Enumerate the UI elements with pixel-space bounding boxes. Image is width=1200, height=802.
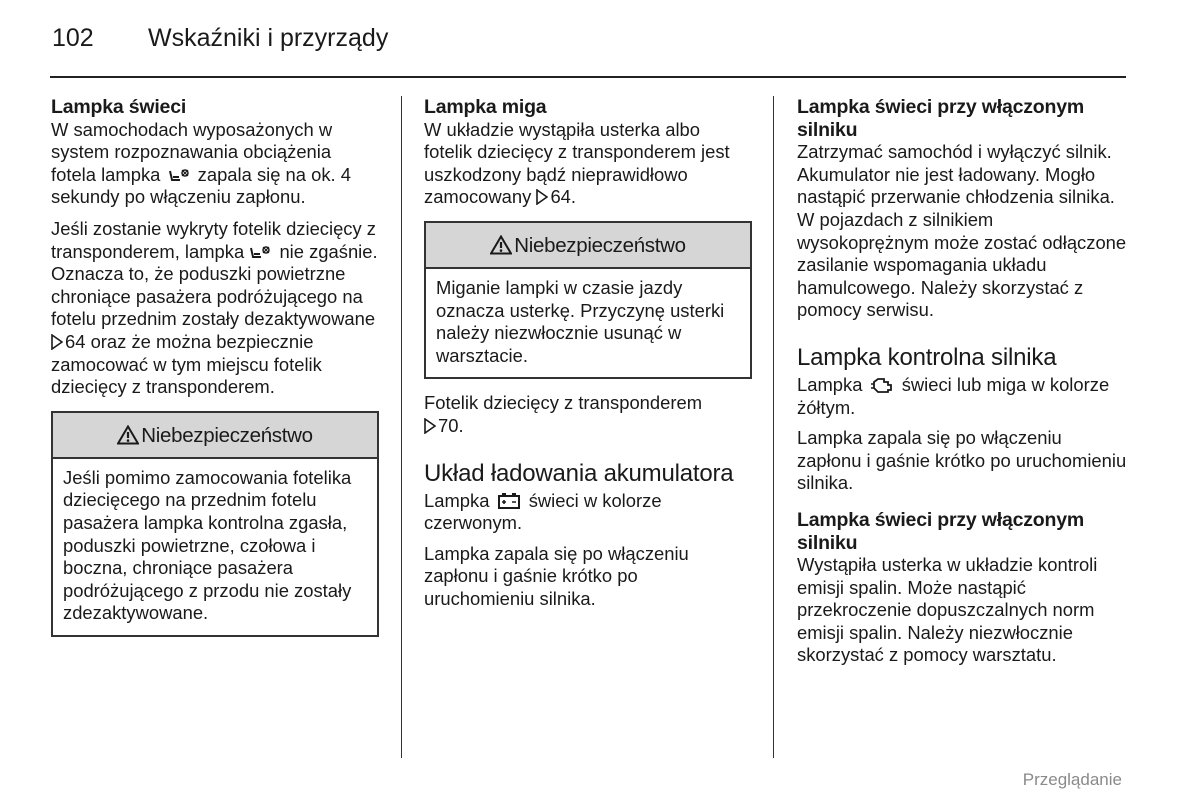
column-1 (51, 96, 379, 650)
paragraph: Zatrzymać samochód i wyłączyć silnik. Akumulator nie jest ładowany. Mogło nastąpić przerwanie chłodzenia silnika. W pojazdach z silnikiem wysokoprężnym może zostać odłączone zasilanie wspomagania układu hamulcowego. Należy skorzystać z pomocy serwisu. (797, 141, 1127, 321)
heading-lamp-blink: Lampka miga (424, 96, 547, 118)
warning-triangle-icon (117, 425, 139, 445)
column-3 (797, 96, 1127, 675)
paragraph: Jeśli zostanie wykryty fotelik dziecięcy z transponderem, lampka nie zgaśnie. Oznacza to, że poduszki powietrzne chroniące pasażera podróżującego na fotelu przednim zostały dezaktywowane 64 oraz że można bezpiecznie zamocować w tym miejscu fotelik dziecięcy z transponderem. (51, 217, 378, 398)
paragraph: Wystąpiła usterka w układzie kontroli emisji spalin. Może nastąpić przekroczenie dopuszczalnych norm emisji spalin. Należy niezwłocznie skorzystać z pomocy warsztatu. (797, 554, 1098, 666)
paragraph: Lampka świeci lub miga w kolorze żółtym. (797, 373, 1110, 418)
column-divider (401, 96, 402, 758)
heading-on-running: Lampka świeci przy włączonym silniku (797, 96, 1085, 141)
warning-text: Miganie lampki w czasie jazdy oznacza usterkę. Przyczynę usterki należy niezwłocznie usunąć w warsztacie. (436, 276, 725, 366)
warning-header: Niebezpieczeństwo (53, 413, 377, 459)
heading-charging-system: Układ ładowania akumulatora (424, 459, 734, 487)
warning-triangle-icon (490, 235, 512, 255)
warning-box (51, 411, 379, 637)
battery-icon (497, 492, 521, 510)
warning-text: Jeśli pomimo zamocowania fotelika dziecięcego na przednim fotelu pasażera lampka kontrolna zgasła, poduszki powietrzne, czołowa i boczna, chroniące pasażera podróżującego z przodu nie zostały zdezaktywowane. (63, 466, 352, 624)
paragraph: Lampka zapala się po włączeniu zapłonu i gaśnie krótko po uruchomieniu silnika. (797, 427, 1127, 494)
paragraph: Lampka świeci w kolorze czerwonym. (424, 489, 662, 534)
seat-occupancy-icon (249, 245, 271, 261)
heading-on-running-2: Lampka świeci przy włączonym silniku (797, 508, 1085, 554)
warning-box (424, 221, 752, 379)
column-divider (773, 96, 774, 758)
paragraph: W samochodach wyposażonych w system rozpoznawania obciążenia fotela lampka zapala się na ok. 4 sekundy po włączeniu zapłonu. (51, 118, 351, 208)
warning-header: Niebezpieczeństwo (426, 223, 750, 269)
cross-reference-arrow-icon (51, 334, 63, 350)
page-title: Wskaźniki i przyrządy (148, 24, 389, 52)
heading-engine-lamp: Lampka kontrolna silnika (797, 343, 1057, 371)
paragraph: Lampka zapala się po włączeniu zapłonu i gaśnie krótko po uruchomieniu silnika. (424, 542, 689, 609)
paragraph: Fotelik dziecięcy z transponderem 70. (424, 392, 703, 436)
cross-reference-arrow-icon (424, 418, 436, 434)
paragraph: W układzie wystąpiła usterka albo fotelik dziecięcy z transponderem jest uszkodzony bądź nieprawidłowo zamocowany 64. (424, 118, 730, 208)
footer-text: Przeglądanie (1022, 770, 1122, 789)
column-2 (424, 96, 752, 619)
engine-check-icon (870, 376, 894, 394)
page-number: 102 (52, 24, 94, 52)
cross-reference-arrow-icon (536, 189, 548, 205)
header-rule (50, 76, 1126, 78)
heading-lamp-on: Lampka świeci (51, 96, 187, 118)
seat-occupancy-icon (168, 168, 190, 184)
